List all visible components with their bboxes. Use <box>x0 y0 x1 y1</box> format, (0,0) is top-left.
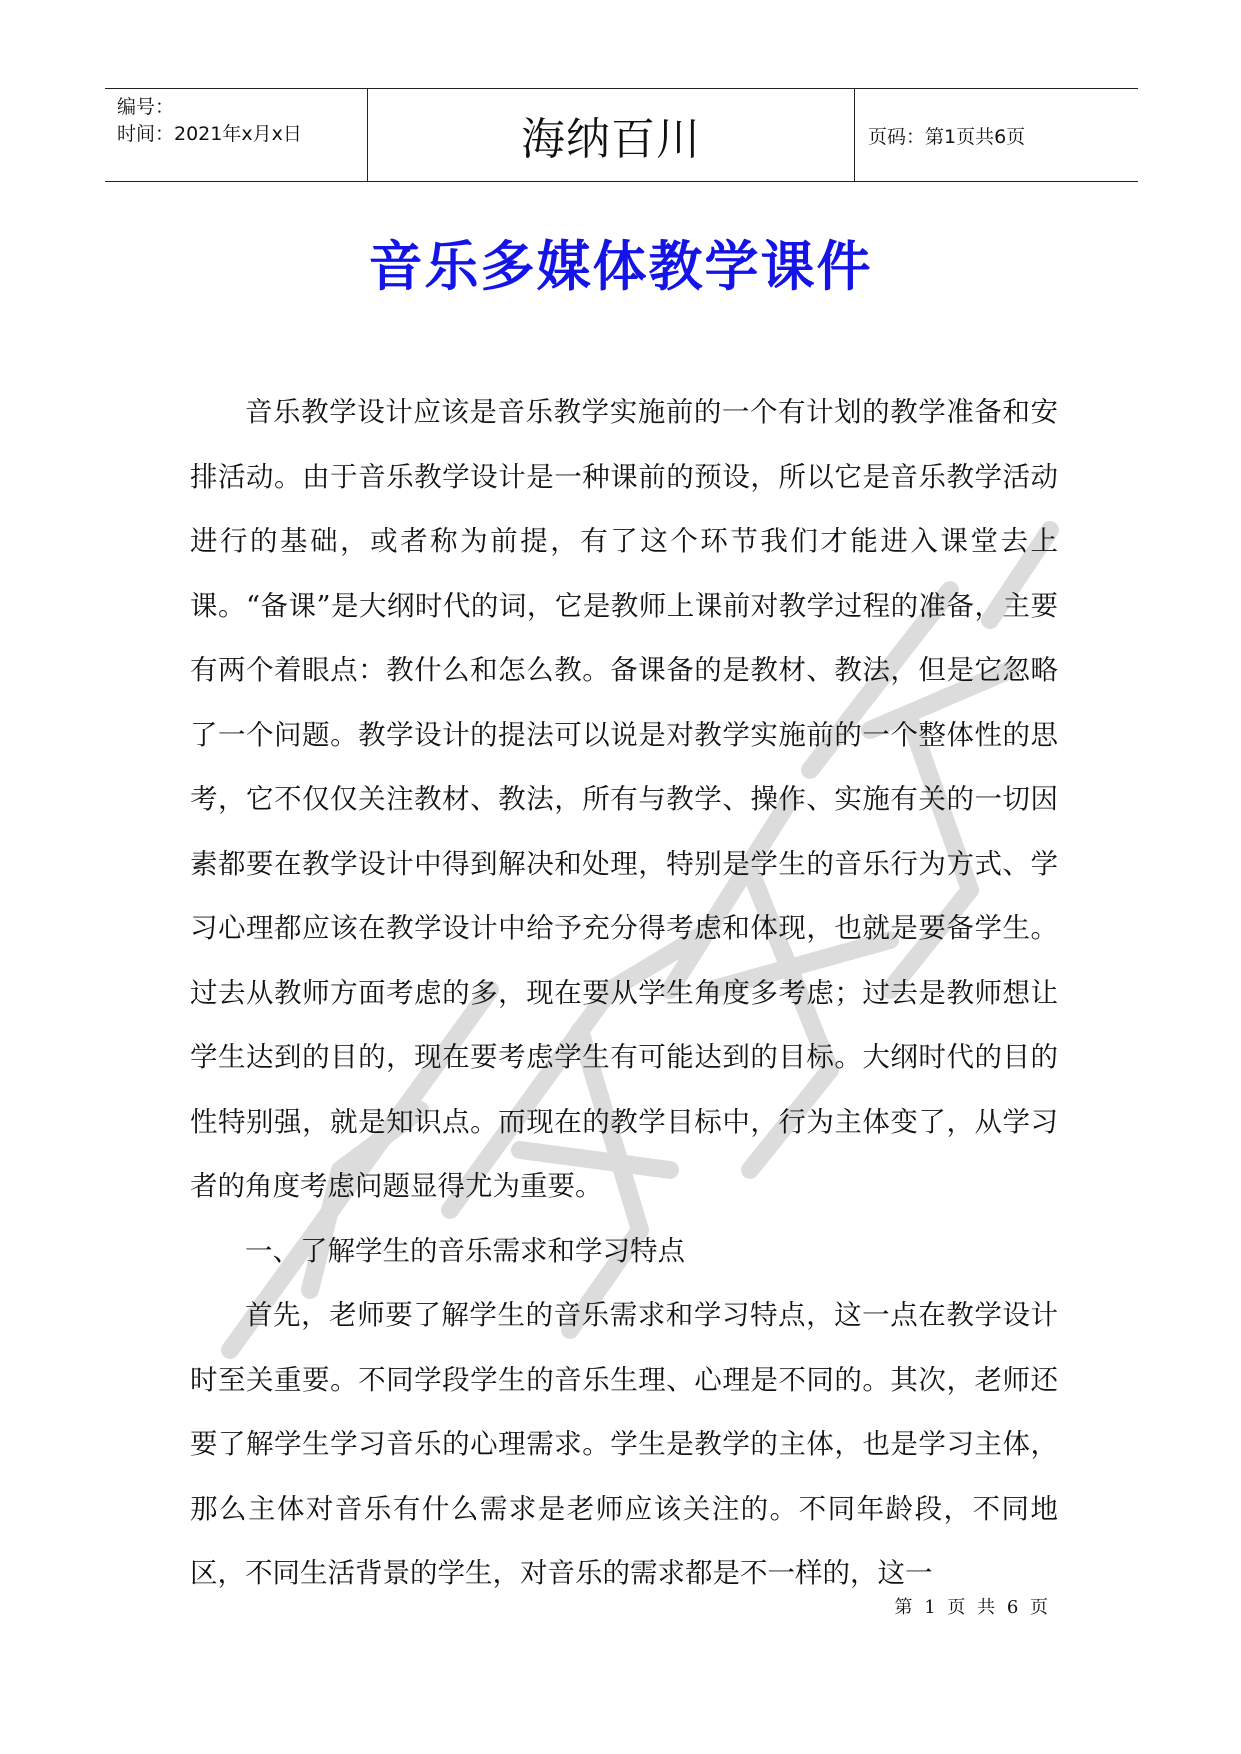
header-page-cell <box>855 89 1138 181</box>
body-paragraph: 首先，老师要了解学生的音乐需求和学习特点，这一点在教学设计时至关重要。不同学段学生的音乐生理、心理是不同的。其次，老师还要了解学生学习音乐的心理需求。学生是教学的主体，也是学习主体，那么主体对音乐有什么需求是老师应该关注的。不同年龄段，不同地区，不同生活背景的学生，对音乐的需求都是不一样的，这一 <box>190 1299 1058 1589</box>
document-body <box>190 380 1058 1606</box>
section-heading: 一、了解学生的音乐需求和学习特点 <box>245 1234 685 1267</box>
page-footer: 第 1 页 共 6 页 <box>894 1597 1051 1618</box>
document-title: 音乐多媒体教学课件 <box>368 234 873 298</box>
header-brand-cell <box>368 89 855 181</box>
body-paragraph: 音乐教学设计应该是音乐教学实施前的一个有计划的教学准备和安排活动。由于音乐教学设计是一种课前的预设，所以它是音乐教学活动进行的基础，或者称为前提，有了这个环节我们才能进入课堂去上课。“备课”是大纲时代的词，它是教师上课前对教学过程的准备，主要有两个着眼点：教什么和怎么教。备课备的是教材、教法，但是它忽略了一个问题。教学设计的提法可以说是对教学实施前的一个整体性的思考，它不仅仅关注教材、教法，所有与教学、操作、实施有关的一切因素都要在教学设计中得到解决和处理，特别是学生的音乐行为方式、学习心理都应该在教学设计中给予充分得考虑和体现，也就是要备学生。过去从教师方面考虑的多，现在要从学生角度多考虑；过去是教师想让学生达到的目的，现在要考虑学生有可能达到的目标。大纲时代的目的性特别强，就是知识点。而现在的教学目标中，行为主体变了，从学习者的角度考虑问题显得尤为重要。 <box>190 396 1058 1202</box>
document-number-label: 编号： <box>117 96 175 118</box>
brand-title: 海纳百川 <box>521 114 701 165</box>
document-date-label: 时间：2021年x月x日 <box>117 123 302 145</box>
header-page-label: 页码：第1页共6页 <box>868 125 1026 148</box>
document-header <box>105 88 1138 182</box>
header-meta-cell <box>105 89 368 181</box>
